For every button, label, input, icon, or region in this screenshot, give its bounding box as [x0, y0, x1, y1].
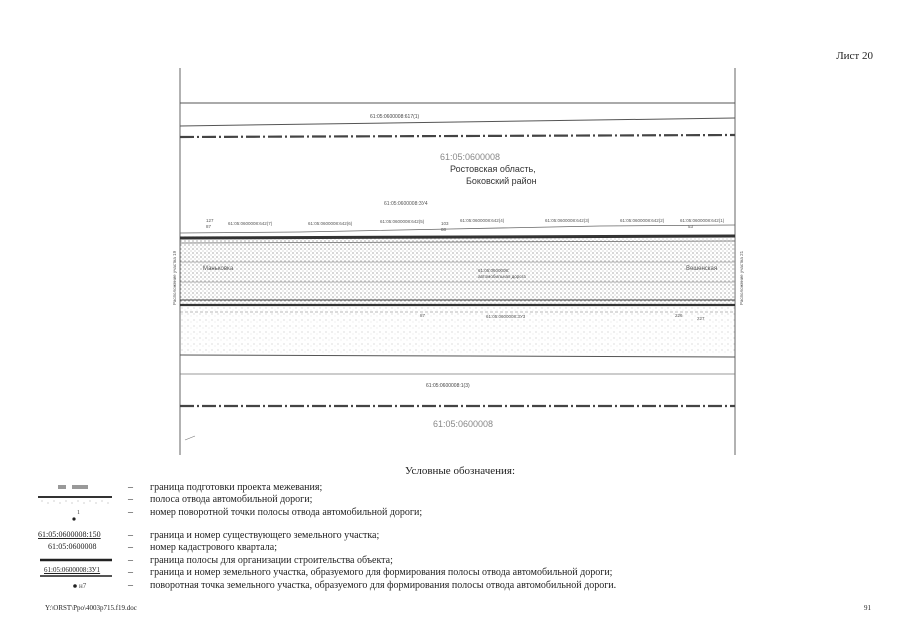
place-left-label: Маньковка: [203, 266, 234, 272]
point-label: 103: [441, 221, 449, 226]
parcel-label-6: 61:05:0600008:642(6): [308, 221, 353, 226]
legend-item-new-parcel-point: [30, 580, 730, 592]
point-label: 88: [441, 227, 447, 232]
legend-text: граница и номер существующего земельного участка;: [150, 530, 380, 541]
parcel-mid-label: 61:05:0600008:ЗУ4: [384, 201, 428, 207]
cadastral-quarter-symbol-label: 61:05:0600008: [48, 542, 97, 551]
legend-dash: –: [128, 494, 133, 505]
parcel-label-3: 61:05:0600008:642(3): [545, 218, 590, 223]
legend-text: полоса отвода автомобильной дороги;: [150, 494, 313, 505]
right-vertical-label: Расположение участка 21: [739, 250, 744, 305]
legend-text: граница полосы для организации строительства объекта;: [150, 555, 393, 566]
new-parcel-point-symbol: [30, 580, 118, 592]
left-vertical-label: Расположение участка 19: [172, 250, 177, 305]
legend-dash: –: [128, 580, 133, 591]
parcel-label-7: 61:05:0600008:642(7): [228, 221, 273, 226]
legend-text: граница подготовки проекта межевания;: [150, 482, 323, 493]
road-center-label-2: автомобильная дорога: [478, 274, 526, 279]
quarter-label-bottom: 61:05:0600008: [433, 419, 494, 429]
survey-boundary-symbol: [30, 482, 118, 494]
parcel-label-4: 61:05:0600008:642(4): [460, 218, 505, 223]
page-number: 91: [864, 604, 871, 612]
legend-item-construction-strip: [30, 555, 730, 567]
under-road-parcel-label: 61:05:0600008:ЗУ3: [486, 314, 526, 319]
legend-title: Условные обозначения:: [405, 465, 516, 477]
legend-text: номер кадастрового квартала;: [150, 542, 278, 553]
legend-text: граница и номер земельного участка, образуемого для формирования полосы отвода автомобильной дороги;: [150, 567, 613, 578]
point-label: 53: [688, 224, 694, 229]
legend-item-new-parcel: [30, 567, 730, 579]
legend-text: номер поворотной точки полосы отвода автомобильной дороги;: [150, 507, 423, 518]
legend-dash: –: [128, 482, 133, 493]
parcel-label-5: 61:05:0600008:642(5): [380, 219, 425, 224]
legend-dash: –: [128, 507, 133, 518]
region-label-line2: Боковский район: [466, 176, 537, 186]
cadastral-quarter-symbol: [30, 542, 118, 554]
point-label: 87: [206, 224, 212, 229]
footer-file-path: Y:\ORST\Ppo\4003p715.f19.doc: [45, 604, 137, 612]
existing-parcel-symbol-label: 61:05:0600008:150: [38, 530, 101, 539]
legend-item-road-strip: [30, 494, 730, 506]
existing-parcel-symbol: [30, 530, 118, 542]
sheet-label: Лист 20: [836, 50, 873, 62]
legend-text: поворотная точка земельного участка, образуемого для формирования полосы отвода автомобильной дороги.: [150, 580, 617, 591]
bottom-parcel-label: 61:05:0600008:1(3): [426, 383, 470, 389]
legend-item-road-point: [30, 507, 730, 523]
road-strip-symbol: [30, 494, 118, 506]
top-parcel-label: 61:05:0600008:617(1): [370, 114, 420, 120]
point-label: 127: [206, 218, 214, 223]
parcel-label-1: 61:05:0600008:642(1): [680, 218, 725, 223]
new-parcel-symbol-label: 61:05:0600008:ЗУ1: [44, 566, 101, 574]
place-right-label: Вешенская: [686, 266, 718, 272]
parcel-label-2: 61:05:0600008:642(2): [620, 218, 665, 223]
new-parcel-symbol: [30, 567, 118, 579]
legend-item-cadastral-quarter: [30, 542, 730, 554]
legend-dash: –: [128, 542, 133, 553]
road-band: [180, 236, 735, 304]
legend-dash: –: [128, 567, 133, 578]
legend-item-survey-boundary: [30, 482, 730, 494]
road-center-label-1: 61:05:0600008:: [478, 268, 510, 273]
road-point-symbol: [30, 507, 118, 523]
legend-dash: –: [128, 555, 133, 566]
road-point-symbol-label: 1: [77, 510, 80, 516]
legend-item-existing-parcel: [30, 530, 730, 542]
construction-band: [180, 304, 735, 354]
new-parcel-point-symbol-label: н7: [79, 582, 87, 590]
region-label-line1: Ростовская область,: [450, 164, 536, 174]
quarter-label-top: 61:05:0600008: [440, 152, 501, 162]
legend-dash: –: [128, 530, 133, 541]
